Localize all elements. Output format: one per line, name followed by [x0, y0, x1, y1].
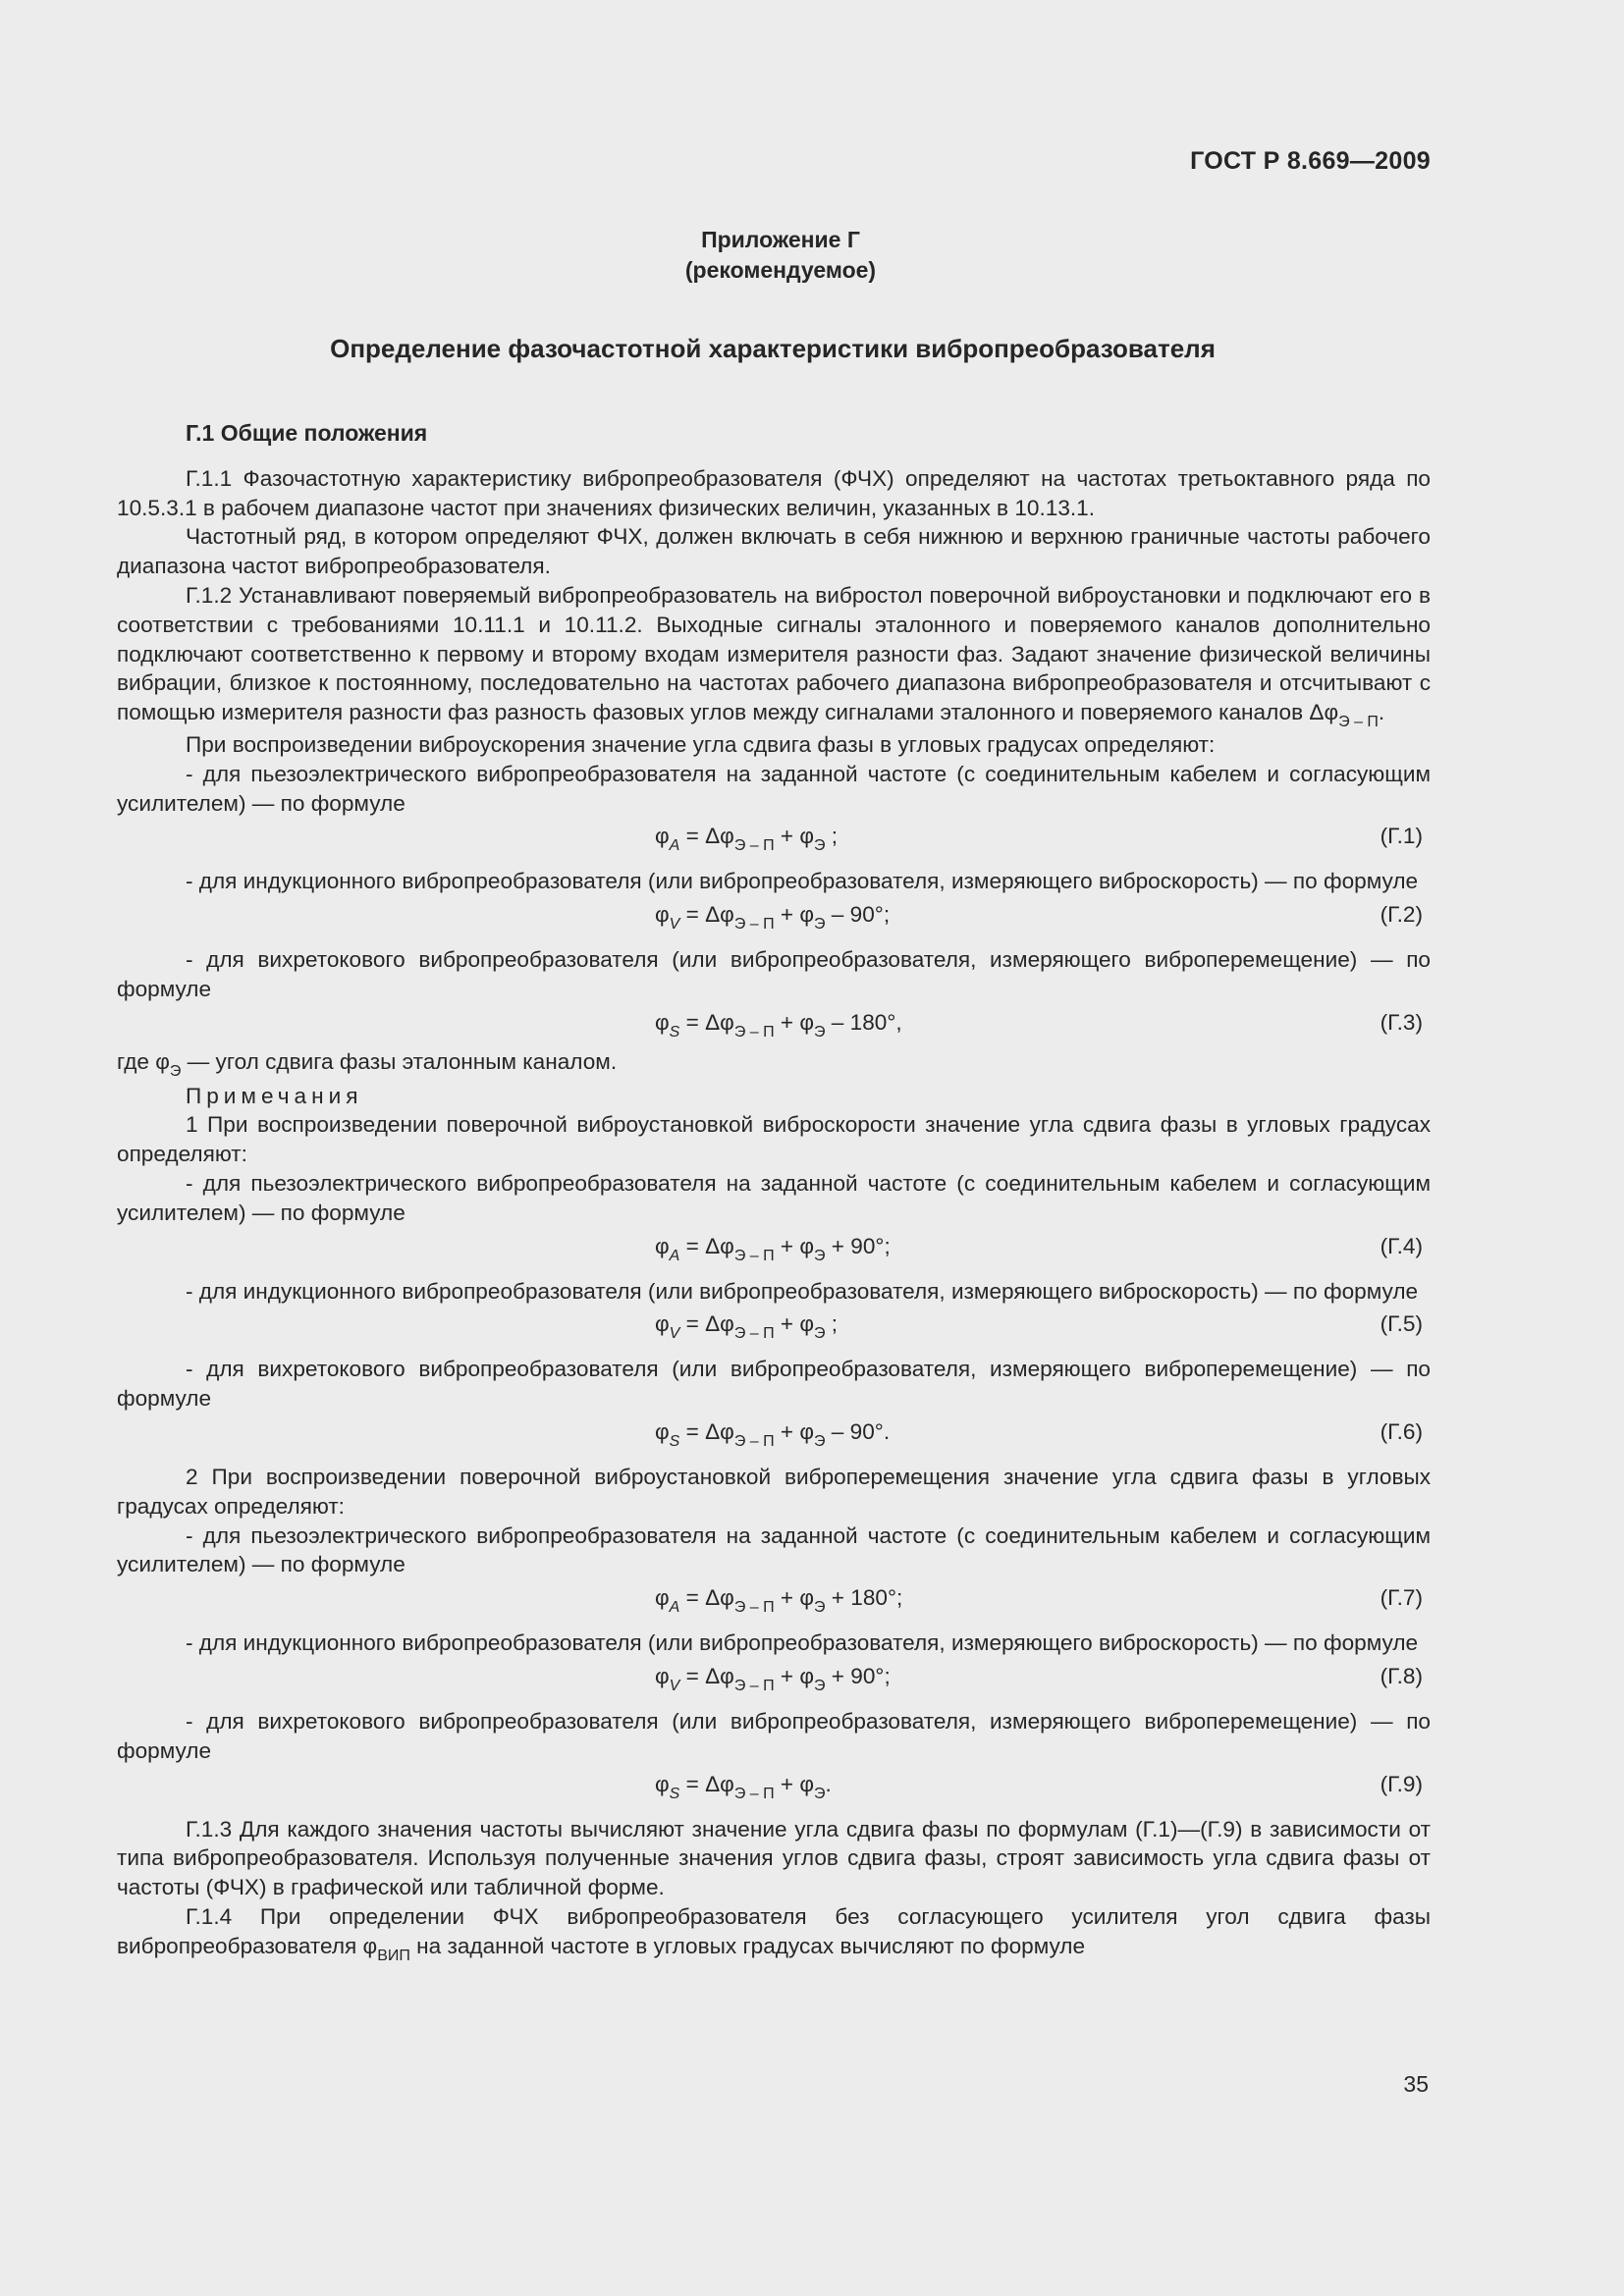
formula	[117, 818, 1431, 861]
annex-heading	[0, 225, 1561, 286]
formula-number: (Г.2)	[1380, 902, 1423, 928]
document-body	[117, 419, 1431, 1963]
note-paragraph: - для пьезоэлектрического вибропреобразователя на заданной частоте (с соединительным кабелем и согласующим усилителем) — по формуле	[117, 1522, 1431, 1577]
note-paragraph: - для индукционного вибропреобразователя (или вибропреобразователя, измеряющего виброскорость) — по формуле	[186, 1630, 1419, 1656]
formula	[117, 1306, 1431, 1349]
paragraph: - для пьезоэлектрического вибропреобразователя на заданной частоте (с соединительным кабелем и согласующим усилителем) — по формуле	[117, 761, 1431, 816]
paragraph: Г.1.3 Для каждого значения частоты вычисляют значение угла сдвига фазы по формулам (Г.1)—(Г.9) в зависимости от типа вибропреобразователя. Используя полученные значения углов сдвига фазы, строят зависимость угла сдвига фазы от частоты (ФЧХ) в графической или табличной форме.	[117, 1816, 1431, 1900]
formula	[117, 1766, 1431, 1809]
paragraph: Частотный ряд, в котором определяют ФЧХ, должен включать в себя нижнюю и верхнюю граничные частоты рабочего диапазона частот вибропреобразователя.	[117, 524, 1431, 579]
formula-expression: $\varphi_V = \Delta\varphi_{Э - П} + \varphi_Э - 90^\circ$;	[655, 902, 891, 934]
paragraph: Г.1.1 Фазочастотную характеристику вибропреобразователя (ФЧХ) определяют на частотах третьоктавного ряда по 10.5.3.1 в рабочем диапазоне частот при значениях физических величин, указанных в 10.13.1.	[117, 465, 1431, 520]
annex-label: Приложение Г	[701, 227, 860, 252]
paragraph: Г.1.2 Устанавливают поверяемый вибропреобразователь на вибростол поверочной виброустановки и подключают его в соответствии с требованиями 10.11.1 и 10.11.2. Выходные сигналы эталонного и поверяемого каналов дополнительно подключают соответственно к первому и второму входам измерителя разности фаз. Задают значение физической величины вибрации, близкое к постоянному, последовательно на частотах рабочего диапазона вибропреобразователя и отсчитывают с помощью измерителя разности фаз разность фазовых углов между сигналами эталонного и поверяемого каналов $\Delta\varphi_{Э - П}$.	[117, 582, 1431, 731]
formula-number: (Г.7)	[1380, 1585, 1423, 1611]
formula-number: (Г.1)	[1380, 824, 1423, 849]
note-paragraph: - для индукционного вибропреобразователя (или вибропреобразователя, измеряющего виброскорость) — по формуле	[186, 1278, 1419, 1304]
formula	[117, 1228, 1431, 1271]
formula-number: (Г.9)	[1380, 1771, 1423, 1796]
formula-number: (Г.4)	[1380, 1233, 1423, 1258]
paragraph: где $\varphi_Э$ — угол сдвига фазы эталонным каналом.	[117, 1048, 618, 1080]
formula-number: (Г.8)	[1380, 1663, 1423, 1688]
formula-expression: $\varphi_V = \Delta\varphi_{Э - П} + \varphi_Э$ ;	[655, 1311, 839, 1343]
formula-expression: $\varphi_S = \Delta\varphi_{Э - П} + \varphi_Э$.	[655, 1771, 832, 1802]
formula	[117, 896, 1431, 939]
formula-expression: $\varphi_A = \Delta\varphi_{Э - П} + \varphi_Э + 90^\circ$;	[655, 1233, 891, 1264]
formula-expression: $\varphi_A = \Delta\varphi_{Э - П} + \varphi_Э$ ;	[655, 824, 839, 855]
page-number: 35	[1403, 2071, 1429, 2097]
formula-expression: $\varphi_V = \Delta\varphi_{Э - П} + \varphi_Э + 90^\circ$;	[655, 1663, 891, 1694]
formula-number: (Г.3)	[1380, 1009, 1423, 1035]
note-paragraph: 2 При воспроизведении поверочной виброустановкой виброперемещения значение угла сдвига фазы в угловых градусах определяют:	[117, 1464, 1431, 1519]
formula	[117, 1004, 1431, 1047]
standard-code: ГОСТ Р 8.669—2009	[1190, 147, 1431, 175]
formula-expression: $\varphi_S = \Delta\varphi_{Э - П} + \varphi_Э - 180^\circ$,	[655, 1009, 902, 1041]
section-heading: Г.1 Общие положения	[186, 420, 428, 446]
formula-number: (Г.6)	[1380, 1418, 1423, 1444]
note-paragraph: 1 При воспроизведении поверочной виброустановкой виброскорости значение угла сдвига фазы в угловых градусах определяют:	[117, 1112, 1431, 1167]
paragraph: При воспроизведении виброускорения значение угла сдвига фазы в угловых градусах определяют:	[186, 731, 1216, 757]
paragraph: - для индукционного вибропреобразователя (или вибропреобразователя, измеряющего виброскорость) — по формуле	[186, 869, 1419, 894]
formula-expression: $\varphi_A = \Delta\varphi_{Э - П} + \varphi_Э + 180^\circ$;	[655, 1585, 903, 1617]
formula	[117, 1579, 1431, 1623]
formula	[117, 1414, 1431, 1457]
paragraph: Г.1.4 При определении ФЧХ вибропреобразователя без согласующего усилителя угол сдвига фазы вибропреобразователя $\varphi_{ВИП}$ на заданной частоте в угловых градусах вычисляют по формуле	[117, 1903, 1431, 1964]
note-paragraph: - для вихретокового вибропреобразователя (или вибропреобразователя, измеряющего виброперемещение) — по формуле	[117, 1357, 1431, 1412]
annex-status: (рекомендуемое)	[684, 257, 877, 283]
formula-expression: $\varphi_S = \Delta\varphi_{Э - П} + \varphi_Э - 90^\circ$.	[655, 1418, 891, 1450]
paragraph: - для вихретокового вибропреобразователя (или вибропреобразователя, измеряющего виброперемещение) — по формуле	[117, 947, 1431, 1001]
formula	[117, 1658, 1431, 1701]
page-title: Определение фазочастотной характеристики вибропреобразователя	[330, 334, 1216, 363]
note-paragraph: - для пьезоэлектрического вибропреобразователя на заданной частоте (с соединительным кабелем и согласующим усилителем) — по формуле	[117, 1170, 1431, 1225]
note-paragraph: - для вихретокового вибропреобразователя (или вибропреобразователя, измеряющего виброперемещение) — по формуле	[117, 1708, 1431, 1763]
notes-heading: Примечания	[186, 1083, 363, 1108]
formula-number: (Г.5)	[1380, 1311, 1423, 1337]
